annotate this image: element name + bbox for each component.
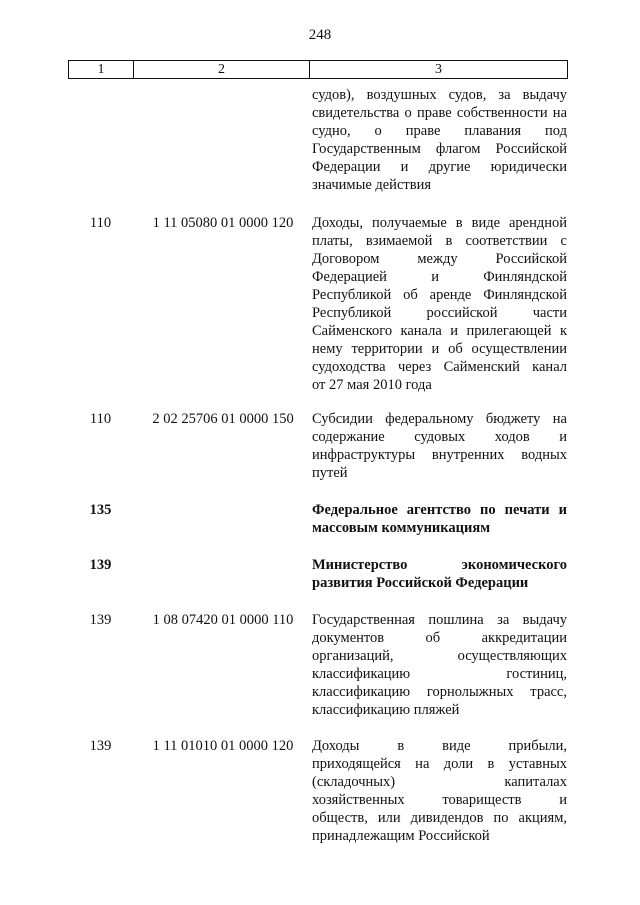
description-line: классификацию пляжей [312,702,460,718]
description-line: судоходства через Сайменский канал [312,359,567,375]
description-cell [312,410,567,482]
description-line: документов об аккредитации [312,630,567,646]
description-cell [312,501,567,537]
description-line: принадлежащим Российской [312,828,490,844]
description-line: Доходы в виде прибыли, [312,738,567,754]
budget-code-cell: 1 11 01010 01 0000 120 [152,738,294,754]
description-line: Сайменского канала и прилегающей к [312,323,567,339]
description-line: Республикой российской части [312,305,567,321]
budget-code-cell: 2 02 25706 01 0000 150 [152,411,294,427]
description-line: инфраструктуры внутренних водных [312,447,567,463]
admin-code-cell: 110 [89,411,112,427]
description-line: классификацию горнолыжных трасс, [312,684,567,700]
description-cell [312,214,567,394]
description-cell [312,556,567,592]
description-line: нему территории и об осуществлении [312,341,567,357]
description-line: Федерации и другие юридически [312,159,567,175]
admin-code-cell: 139 [89,557,112,573]
description-cell [312,737,567,845]
budget-code-cell: 1 08 07420 01 0000 110 [152,612,294,628]
table-header-col-3: 3 [435,61,442,77]
description-line: содержание судовых ходов и [312,429,567,445]
description-line: Договором между Российской [312,251,567,267]
description-line: свидетельства о праве собственности на [312,105,567,121]
page-number: 248 [308,27,332,43]
description-line: организаций, осуществляющих [312,648,567,664]
description-cell [312,611,567,719]
table-header-col-2: 2 [134,61,310,78]
admin-code-cell: 139 [89,612,112,628]
description-line: от 27 мая 2010 года [312,377,432,393]
description-line: Республикой об аренде Финляндской [312,287,567,303]
description-line: Федерацией и Финляндской [312,269,567,285]
description-line: приходящейся на доли в уставных [312,756,567,772]
description-line: обществ, или дивидендов по акциям, [312,810,567,826]
description-line: судно, о праве плавания под [312,123,567,139]
description-line: развития Российской Федерации [312,575,529,591]
budget-code-cell: 1 11 05080 01 0000 120 [152,215,294,231]
description-line: Доходы, получаемые в виде арендной [312,215,567,231]
description-cell [312,86,567,194]
description-line: Субсидии федеральному бюджету на [312,411,567,427]
description-line: (складочных) капиталах [312,774,567,790]
description-line: значимые действия [312,177,431,193]
description-line: путей [312,465,348,481]
description-line: хозяйственных товариществ и [312,792,567,808]
admin-code-cell: 110 [89,215,112,231]
description-line: массовым коммуникациям [312,520,491,536]
description-line: Министерство экономического [312,557,567,573]
admin-code-cell: 139 [89,738,112,754]
table-header [68,60,568,79]
table-header-col-1: 1 [69,61,134,78]
description-line: судов), воздушных судов, за выдачу [312,87,567,103]
description-line: Государственная пошлина за выдачу [312,612,567,628]
description-line: классификацию гостиниц, [312,666,567,682]
description-line: платы, взимаемой в соответствии с [312,233,567,249]
admin-code-cell: 135 [89,502,112,518]
description-line: Государственным флагом Российской [312,141,567,157]
description-line: Федеральное агентство по печати и [312,502,567,518]
